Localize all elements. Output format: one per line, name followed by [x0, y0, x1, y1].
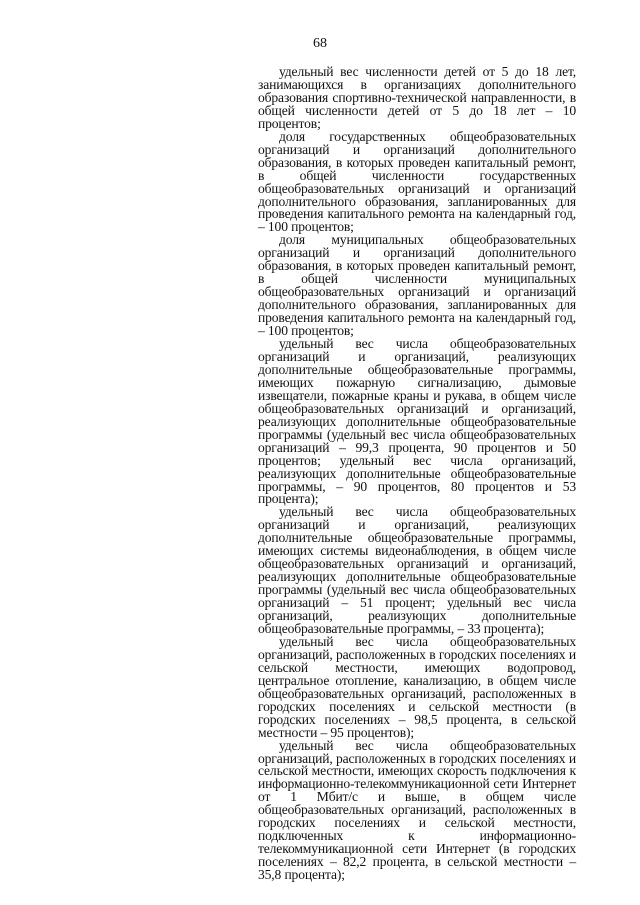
- paragraph-video-surveillance-share: удельный вес числа общеобразовательных организаций и организаций, реализующих дополнительные общеобразовательные программы, имеющих системы видеонаблюдения, в общем числе общеобразовательных организаций и организаций, реализующих дополнительные общеобразовательные программы (удельный вес числа общеобразовательных организаций – 51 процент; удельный вес числа организаций, реализующих дополнительные общеобразовательные программы, – 33 процента);: [258, 504, 576, 636]
- document-body: [258, 66, 576, 882]
- paragraph-internet-speed-share: удельный вес числа общеобразовательных организаций, расположенных в городских поселениях и сельской местности, имеющих скорость подключения к информационно-телекоммуникационной сети Интернет от 1 Мбит/с и выше, в общем числе общеобразовательных организаций, расположенных в городских поселениях и сельской местности, подключенных к информационно-телекоммуникационной сети Интернет (в городских поселениях – 82,2 процента, в сельской местности – 35,8 процента);: [258, 737, 576, 883]
- paragraph-utilities-share: удельный вес числа общеобразовательных организаций, расположенных в городских поселениях и сельской местности, имеющих водопровод, центральное отопление, канализацию, в общем числе общеобразовательных организаций, расположенных в городских поселениях и сельской местности (в городских поселениях – 98,5 процента, в сельской местности – 95 процентов);: [258, 633, 576, 740]
- paragraph-state-org-repair-share: доля государственных общеобразовательных организаций и организаций дополнительного образования, в которых проведен капитальный ремонт, в общей численности государственных общеобразовательных организаций и организаций дополнительного образования, запланированных для проведения капитального ремонта на календарный год, – 100 процентов;: [258, 128, 576, 235]
- paragraph-sports-technical-share: удельный вес численности детей от 5 до 18 лет, занимающихся в организациях дополнительного образования спортивно-технической направленности, в общей численности детей от 5 до 18 лет – 10 процентов;: [258, 64, 576, 131]
- page-number: 68: [313, 36, 327, 51]
- paragraph-fire-safety-share: удельный вес числа общеобразовательных организаций и организаций, реализующих дополнительные общеобразовательные программы, имеющих пожарную сигнализацию, дымовые извещатели, пожарные краны и рукава, в общем числе общеобразовательных организаций и организаций, реализующих дополнительные общеобразовательные программы (удельный вес числа общеобразовательных организаций – 99,3 процента, 90 процентов и 50 процентов; удельный вес числа организаций, реализующих дополнительные общеобразовательные программы, – 90 процентов, 80 процентов и 53 процента);: [258, 336, 576, 507]
- paragraph-municipal-org-repair-share: доля муниципальных общеобразовательных организаций и организаций дополнительного образования, в которых проведен капитальный ремонт, в общей численности муниципальных общеобразовательных организаций и организаций дополнительного образования, запланированных для проведения капитального ремонта на календарный год, – 100 процентов;: [258, 232, 576, 339]
